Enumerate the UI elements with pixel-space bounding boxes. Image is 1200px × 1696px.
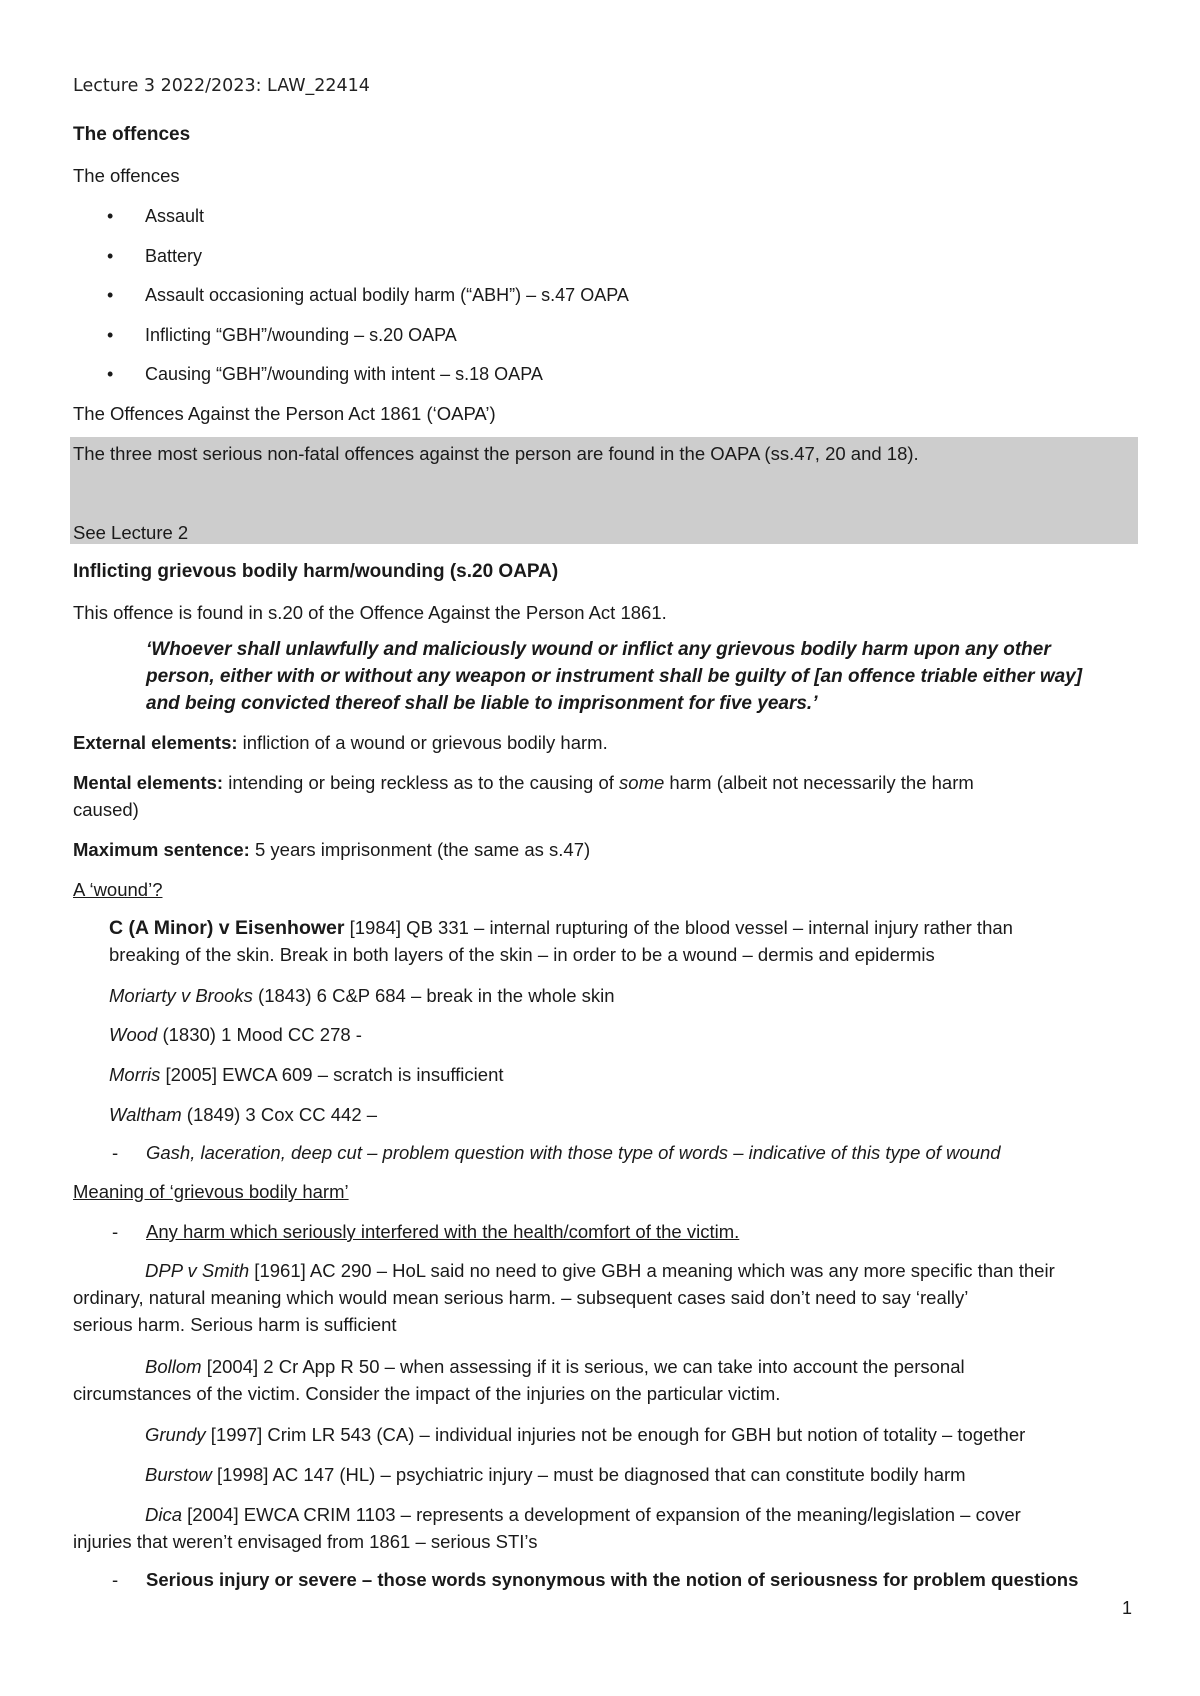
gbh-definition: - Any harm which seriously interfered with the health/comfort of the victim. bbox=[112, 1221, 740, 1242]
case-entry: DPP v Smith [1961] AC 290 – HoL said no need to give GBH a meaning which was any more specific than their ordinary, natural meaning which would mean serious harm. – subsequent cases said don’t need to say ‘really’ serious harm. Serious harm is sufficient bbox=[73, 1260, 1055, 1335]
statute-quote-line: and being convicted thereof shall be liable to imprisonment for five years.’ bbox=[146, 693, 818, 714]
s20-heading: Inflicting grievous bodily harm/wounding (s.20 OAPA) bbox=[73, 561, 559, 582]
external-elements: External elements: infliction of a wound or grievous bodily harm. bbox=[73, 732, 608, 753]
list-item: • Battery bbox=[107, 246, 203, 266]
list-item: • Inflicting “GBH”/wounding – s.20 OAPA bbox=[107, 325, 457, 345]
list-item: • Assault bbox=[107, 206, 205, 226]
s20-intro: This offence is found in s.20 of the Offence Against the Person Act 1861. bbox=[73, 602, 667, 623]
bullet-icon: • bbox=[107, 364, 114, 384]
case-entry: C (A Minor) v Eisenhower [1984] QB 331 – internal rupturing of the blood vessel – internal injury rather than bbox=[109, 917, 1013, 939]
final-note: - Serious injury or severe – those words synonymous with the notion of seriousness for problem questions bbox=[112, 1569, 1079, 1590]
statute-quote-line: person, either with or without any weapon or instrument shall be guilty of [an offence triable either way] bbox=[146, 666, 1083, 687]
statute-quote-line: ‘Whoever shall unlawfully and maliciously wound or inflict any grievous bodily harm upon any other bbox=[146, 639, 1051, 660]
heading-the-offences: The offences bbox=[73, 124, 191, 145]
maximum-sentence: Maximum sentence: 5 years imprisonment (the same as s.47) bbox=[73, 839, 591, 860]
bullet-icon: • bbox=[107, 206, 114, 226]
bullet-icon: • bbox=[107, 246, 114, 266]
highlight-text: The three most serious non-fatal offences against the person are found in the OAPA (ss.47, 20 and 18). bbox=[73, 443, 919, 464]
oapa-line: The Offences Against the Person Act 1861 (‘OAPA’) bbox=[73, 403, 496, 424]
gbh-heading: Meaning of ‘grievous bodily harm’ bbox=[73, 1181, 349, 1202]
bullet-icon: • bbox=[107, 325, 114, 345]
case-entry-cont: breaking of the skin. Break in both layers of the skin – in order to be a wound – dermis and epidermis bbox=[109, 944, 935, 965]
case-entry: Waltham (1849) 3 Cox CC 442 – bbox=[109, 1104, 378, 1125]
wound-heading: A ‘wound’? bbox=[73, 879, 163, 900]
case-entry: Moriarty v Brooks (1843) 6 C&P 684 – break in the whole skin bbox=[109, 985, 615, 1006]
case-entry: Bollom [2004] 2 Cr App R 50 – when assessing if it is serious, we can take into account the personal circumstances of the victim. Consider the impact of the injuries on the particular victim. bbox=[73, 1356, 965, 1404]
mental-elements-cont: caused) bbox=[73, 799, 139, 820]
wound-note: - Gash, laceration, deep cut – problem question with those type of words – indicative of this type of wound bbox=[112, 1142, 1001, 1163]
list-item: • Causing “GBH”/wounding with intent – s.18 OAPA bbox=[107, 364, 543, 384]
case-entry: Morris [2005] EWCA 609 – scratch is insufficient bbox=[109, 1064, 504, 1085]
page-number: 1 bbox=[1122, 1598, 1133, 1618]
offences-intro: The offences bbox=[73, 165, 180, 186]
case-entry: Burstow [1998] AC 147 (HL) – psychiatric injury – must be diagnosed that can constitute bodily harm bbox=[145, 1464, 966, 1485]
case-entry: Grundy [1997] Crim LR 543 (CA) – individual injuries not be enough for GBH but notion of totality – together bbox=[145, 1424, 1026, 1445]
bullet-icon: • bbox=[107, 285, 114, 305]
list-item: • Assault occasioning actual bodily harm (“ABH”) – s.47 OAPA bbox=[107, 285, 629, 305]
case-entry: Dica [2004] EWCA CRIM 1103 – represents a development of expansion of the meaning/legislation – cover injuries that weren’t envisaged from 1861 – serious STI’s bbox=[73, 1504, 1021, 1552]
mental-elements: Mental elements: intending or being reckless as to the causing of some harm (albeit not necessarily the harm bbox=[73, 772, 974, 793]
lecture-header: Lecture 3 2022/2023: LAW_22414 bbox=[73, 76, 370, 96]
case-entry: Wood (1830) 1 Mood CC 278 - bbox=[109, 1024, 362, 1045]
see-lecture-note: See Lecture 2 bbox=[73, 522, 189, 543]
